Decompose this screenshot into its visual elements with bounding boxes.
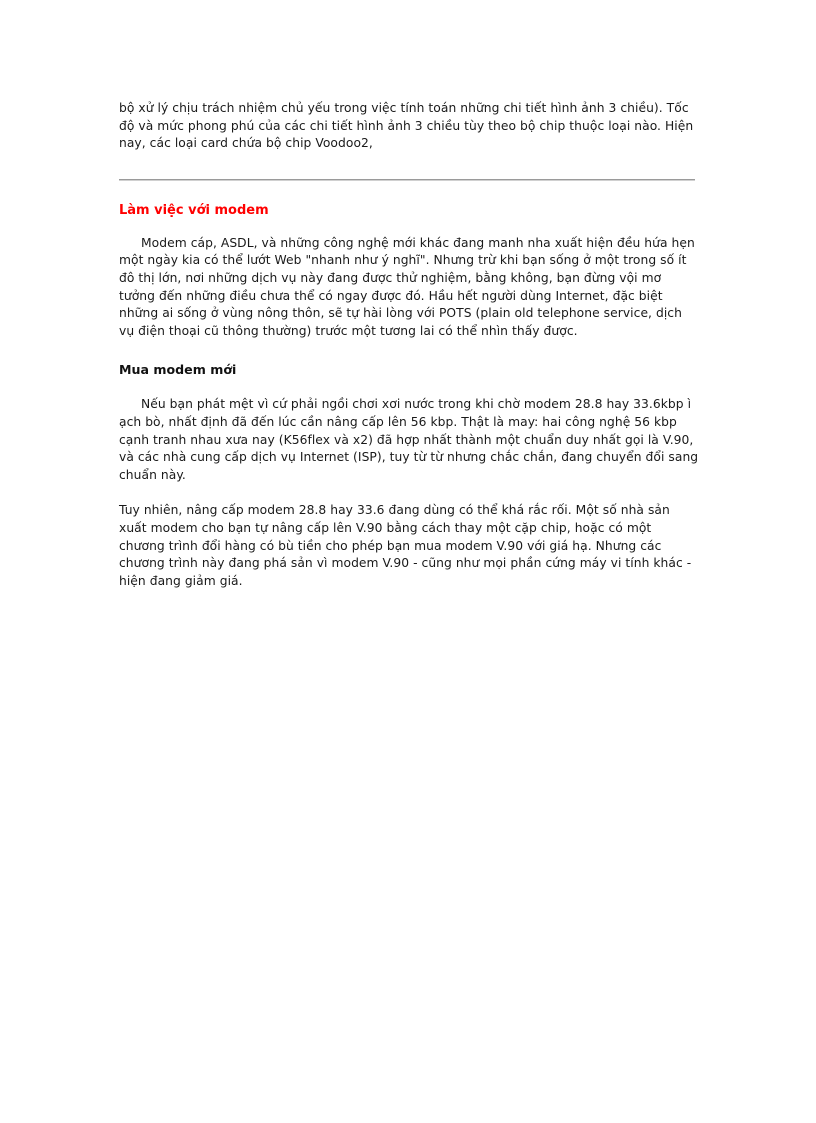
subsection-paragraph-1: Nếu bạn phát mệt vì cứ phải ngồi chơi xơi nước trong khi chờ modem 28.8 hay 33.6kbp ì ạch bò, nhất định đã đến lúc cần nâng cấp lên 56 kbp. Thật là may: hai công nghệ 56 kbp cạnh tranh nhau xưa nay (K56flex và x2) đã hợp nhất thành một chuẩn duy nhất gọi là V.90, và các nhà cung cấp dịch vụ Internet (ISP), tuy từ từ nhưng chắc chắn, đang chuyển đổi sang chuẩn này.: [119, 397, 699, 482]
section-paragraph: Modem cáp, ASDL, và những công nghệ mới khác đang manh nha xuất hiện đều hứa hẹn một ngày kia có thể lướt Web "nhanh như ý nghĩ". Nhưng trừ khi bạn sống ở một trong số ít đô thị lớn, nơi những dịch vụ này đang được thử nghiệm, bằng không, bạn đừng vội mơ tưởng đến những điều chưa thể có ngay được đó. Hầu hết người dùng Internet, đặc biệt những ai sống ở vùng nông thôn, sẽ tự hài lòng với POTS (plain old telephone service, dịch vụ điện thoại cũ thông thường) trước một tương lai có thể nhìn thấy được.: [119, 235, 695, 338]
subsection-paragraph-2: Tuy nhiên, nâng cấp modem 28.8 hay 33.6 đang dùng có thể khá rắc rối. Một số nhà sản xuất modem cho bạn tự nâng cấp lên V.90 bằng cách thay một cặp chip, hoặc có một chương trình đổi hàng có bù tiền cho phép bạn mua modem V.90 với giá hạ. Nhưng các chương trình này đang phá sản vì modem V.90 - cũng như mọi phần cứng máy vi tính khác - hiện đang giảm giá.: [119, 503, 692, 588]
intro-paragraph: bộ xử lý chịu trách nhiệm chủ yếu trong việc tính toán những chi tiết hình ảnh 3 chiều). Tốc độ và mức phong phú của các chi tiết hình ảnh 3 chiều tùy theo bộ chip thuộc loại nào. Hiện nay, các loại card chứa bộ chip Voodoo2,: [119, 101, 694, 151]
section-title: Làm việc với modem: [119, 202, 269, 218]
subsection-title: Mua modem mới: [119, 362, 237, 378]
document-page: [119, 100, 699, 590]
horizontal-divider: [119, 179, 695, 181]
